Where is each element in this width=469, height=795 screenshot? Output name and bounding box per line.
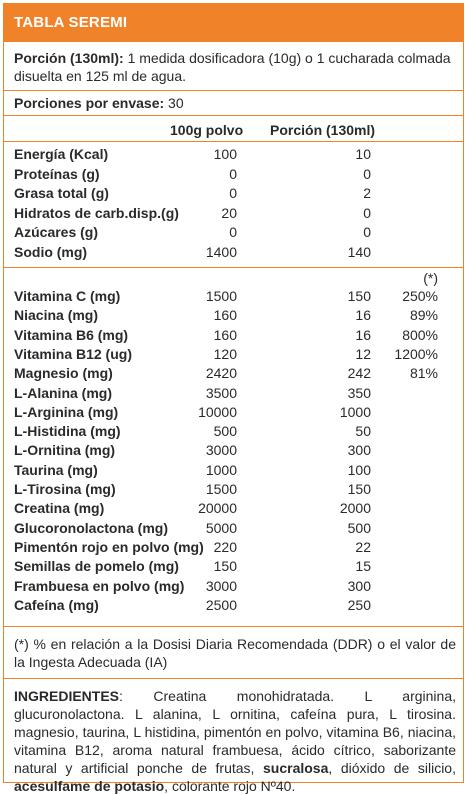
value-portion: 2 [363,185,371,201]
value-portion: 140 [347,243,371,260]
nutrient-name: Azúcares (g) [14,224,99,240]
footnote: (*) % en relación a la Dosisi Diaria Recomendada (DDR) o el valor de la Ingesta Adecuada (IA) [14,636,456,670]
value-portion: 10 [355,146,371,162]
table-row [4,481,463,500]
value-100g: 0 [229,165,237,182]
nutrient-name: Hidratos de carb.disp.(g) [14,204,179,221]
table-row [4,288,463,307]
value-100g: 1400 [205,243,237,260]
value-100g: 2420 [205,365,237,382]
nutrition-table-panel [3,3,464,794]
value-ddr: 81% [409,365,438,382]
table-row [4,423,463,442]
value-portion: 2000 [339,500,371,517]
value-100g: 1000 [205,461,237,478]
table-row [4,500,463,519]
value-100g: 1500 [205,288,237,304]
value-ddr: 800% [402,326,438,343]
ingredients [14,687,456,795]
value-portion: 300 [347,442,371,459]
value-100g: 120 [213,345,237,362]
value-portion: 300 [347,577,371,594]
nutrient-name: Glucoronolactona (mg) [14,519,168,536]
divider [4,90,463,91]
table-row [4,539,463,558]
table-row [4,385,463,404]
ddr-marker: (*) [423,270,438,286]
value-100g: 160 [213,326,237,343]
nutrient-name: Vitamina C (mg) [14,288,121,304]
nutrient-name: Energía (Kcal) [14,146,109,162]
nutrient-name: Sodio (mg) [14,243,88,260]
value-portion: 0 [363,165,371,182]
column-header-100g: 100g polvo [170,122,244,138]
value-ddr: 250% [402,288,438,304]
nutrient-name: L-Ornitina (mg) [14,442,116,459]
value-portion: 250 [347,596,371,613]
value-portion: 50 [355,423,371,440]
value-100g: 20 [221,204,237,221]
nutrient-name: L-Arginina (mg) [14,403,119,420]
nutrient-name: Vitamina B12 (ug) [14,345,132,362]
table-row [4,462,463,481]
ingredients-text: , colorante rojo Nº40. [164,778,296,794]
nutrient-name: Niacina (mg) [14,307,99,324]
value-portion: 15 [355,558,371,575]
value-portion: 100 [347,461,371,478]
nutrient-name: L-Alanina (mg) [14,384,112,401]
nutrient-name: L-Histidina (mg) [14,423,121,440]
table-row [4,146,463,165]
value-portion: 12 [355,345,371,362]
table-row [4,365,463,384]
value-100g: 20000 [198,500,237,517]
servings-value: 30 [164,95,184,111]
divider [4,678,463,679]
table-row [4,404,463,423]
table-row [4,185,463,204]
value-portion: 150 [347,481,371,497]
value-ddr: 1200% [394,345,438,362]
table-row [4,205,463,224]
value-portion: 22 [355,538,371,555]
value-100g: 0 [229,185,237,201]
table-row [4,244,463,263]
ingredients-sweetener: sucralosa [263,760,329,776]
nutrient-name: Frambuesa en polvo (mg) [14,577,185,594]
nutrient-name: L-Tirosina (mg) [14,481,116,497]
nutrient-name: Magnesio (mg) [14,365,113,382]
value-portion: 1000 [339,403,371,420]
value-100g: 0 [229,224,237,240]
portion-text: 1 medida dosificadora (10g) o 1 cucharada colmada disuelta en 125 ml de agua. [14,50,451,84]
value-100g: 2500 [205,596,237,613]
nutrient-name: Semillas de pomelo (mg) [14,558,179,575]
divider [4,115,463,116]
table-row [4,578,463,597]
nutrient-name: Pimentón rojo en polvo (mg) [14,538,204,555]
nutrient-name: Proteínas (g) [14,165,100,182]
value-100g: 3000 [205,577,237,594]
value-ddr: 89% [409,307,438,324]
value-100g: 1500 [205,481,237,497]
nutrient-name: Cafeína (mg) [14,596,99,613]
nutrient-name: Creatina (mg) [14,500,105,517]
table-title: TABLA SEREMI [4,4,463,42]
table-row [4,307,463,326]
value-100g: 3500 [205,384,237,401]
divider [4,141,463,142]
servings-label: Porciones por envase: [14,95,165,111]
nutrient-name: Grasa total (g) [14,185,109,201]
table-row [4,558,463,577]
portion-label: Porción (130ml): [14,50,124,66]
servings-info [14,94,184,112]
value-100g: 10000 [198,403,237,420]
divider [4,267,463,268]
value-100g: 100 [213,146,237,162]
ingredients-label: INGREDIENTES [14,688,120,704]
ingredients-sweetener: acesulfame de potasio [14,778,165,794]
nutrient-name: Taurina (mg) [14,461,98,478]
column-header-portion: Porción (130ml) [270,122,376,138]
value-portion: 150 [347,288,371,304]
table-row [4,166,463,185]
value-100g: 220 [213,538,237,555]
value-100g: 150 [213,558,237,575]
value-portion: 500 [347,519,371,536]
nutrient-name: Vitamina B6 (mg) [14,326,129,343]
value-100g: 5000 [205,519,237,536]
table-row [4,597,463,616]
value-100g: 160 [213,307,237,324]
table-row [4,346,463,365]
ingredients-text: : Creatina monohidratada. L arginina, glucuronolactona. L alanina, L ornitina, cafeína pura, L tirosina. magnesio, taurina, L histidina, pimentón en polvo, vitamina B6, niacina, vitamina B12, aroma natural frambuesa, ácido cítrico, saborizante natural y artificial ponche de frutas, [14,688,456,776]
value-portion: 242 [347,365,371,382]
table-row [4,224,463,243]
value-100g: 500 [213,423,237,440]
table-row [4,520,463,539]
ingredients-text: , dióxido de silicio, [328,760,456,776]
value-100g: 3000 [205,442,237,459]
value-portion: 16 [355,326,371,343]
divider [4,626,463,627]
value-portion: 0 [363,204,371,221]
table-row [4,327,463,346]
value-portion: 16 [355,307,371,324]
value-portion: 350 [347,384,371,401]
value-portion: 0 [363,224,371,240]
portion-info [14,49,454,85]
table-row [4,442,463,461]
